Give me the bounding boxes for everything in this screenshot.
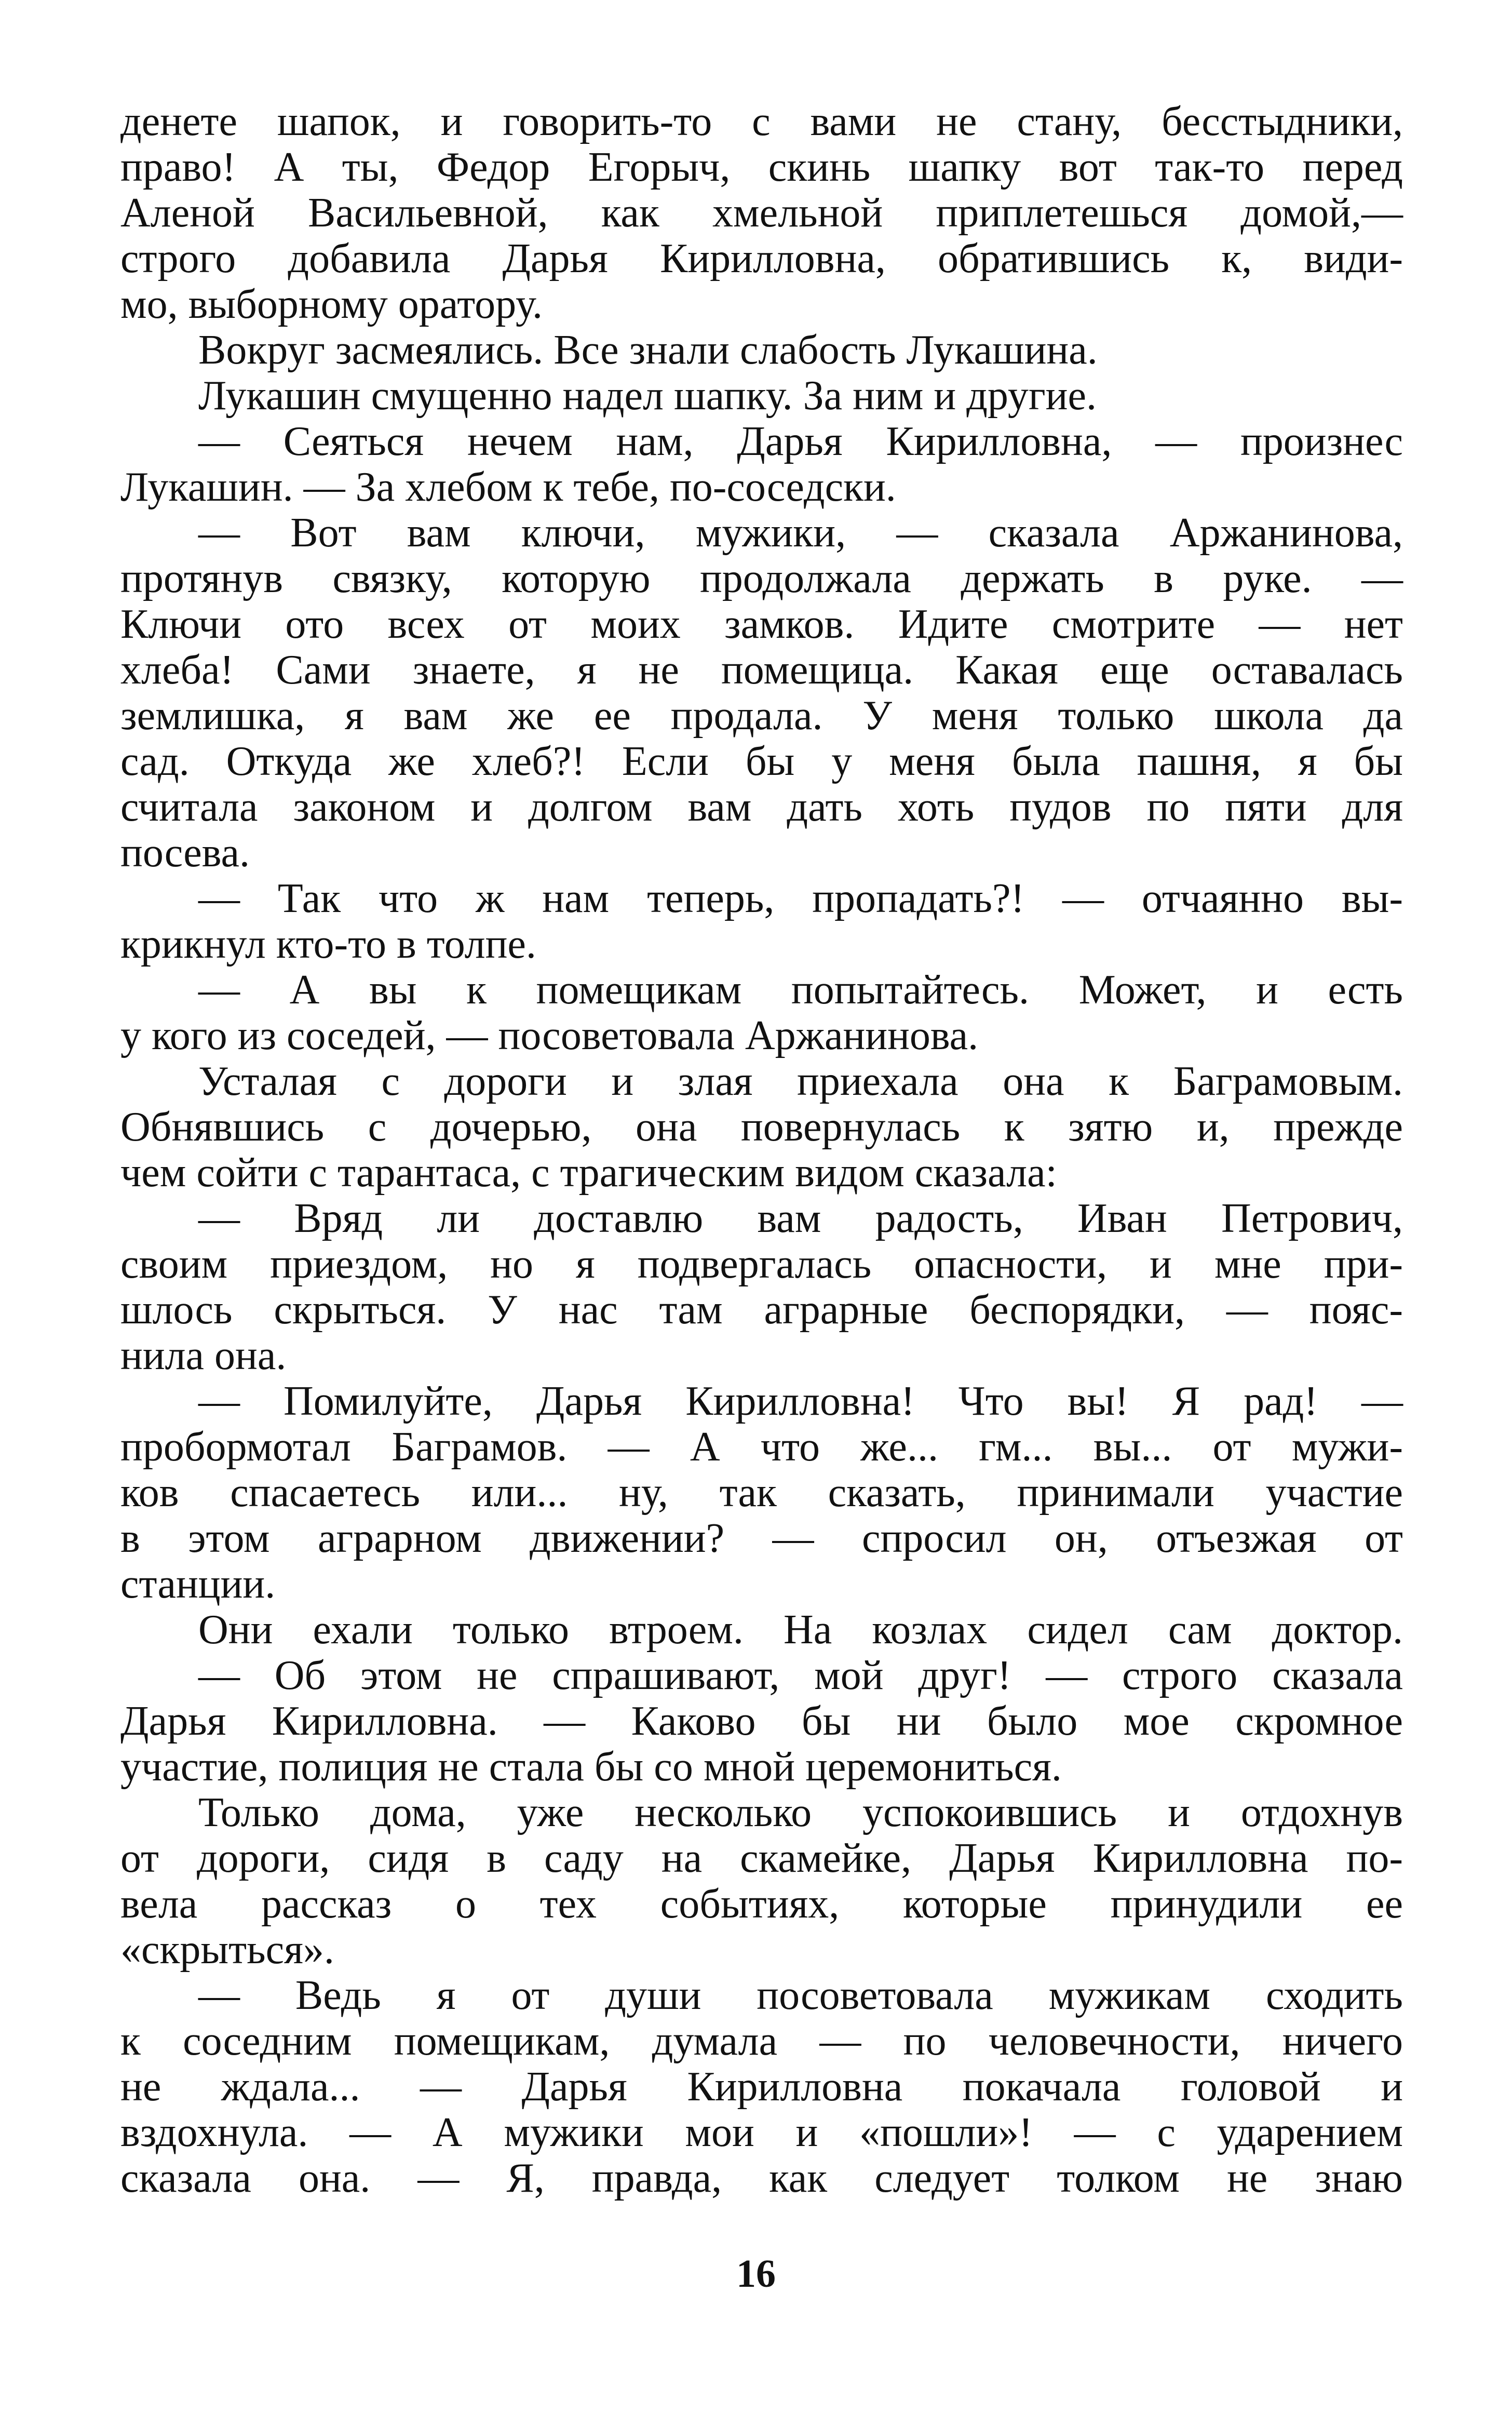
- text-line: шлось скрыться. У нас там аграрные беспорядки, — пояс-: [120, 1287, 1403, 1333]
- text-line: Усталая с дороги и злая приехала она к Баграмовым.: [198, 1058, 1403, 1104]
- text-line: — Вот вам ключи, мужики, — сказала Аржанинова,: [198, 510, 1403, 556]
- text-line: Обнявшись с дочерью, она повернулась к зятю и, прежде: [120, 1104, 1403, 1150]
- text-line: не ждала... — Дарья Кирилловна покачала головой и: [120, 2064, 1403, 2110]
- text-line: у кого из соседей, — посоветовала Аржанинова.: [120, 1013, 979, 1058]
- text-line: Лукашин смущенно надел шапку. За ним и другие.: [198, 373, 1097, 419]
- text-line: пробормотал Баграмов. — А что же... гм... вы... от мужи-: [120, 1424, 1403, 1470]
- text-line: — Об этом не спрашивают, мой друг! — строго сказала: [198, 1653, 1403, 1698]
- text-line: считала законом и долгом вам дать хоть пудов по пяти для: [120, 784, 1403, 830]
- text-line: ков спасаетесь или... ну, так сказать, принимали участие: [120, 1470, 1403, 1516]
- text-line: Вокруг засмеялись. Все знали слабость Лукашина.: [198, 327, 1098, 373]
- text-line: к соседним помещикам, думала — по человечности, ничего: [120, 2018, 1403, 2064]
- text-line: станции.: [120, 1561, 276, 1607]
- text-line: право! А ты, Федор Егорыч, скинь шапку вот так-то перед: [120, 144, 1403, 190]
- text-line: Только дома, уже несколько успокоившись и отдохнув: [198, 1790, 1403, 1835]
- text-line: протянув связку, которую продолжала держать в руке. —: [120, 556, 1403, 601]
- text-line: мо, выборному оратору.: [120, 281, 543, 327]
- text-line: — Так что ж нам теперь, пропадать?! — отчаянно вы-: [198, 876, 1403, 921]
- text-line: — Помилуйте, Дарья Кирилловна! Что вы! Я рад! —: [198, 1378, 1403, 1424]
- text-line: землишка, я вам же ее продала. У меня только школа да: [120, 693, 1403, 739]
- text-line: Они ехали только втроем. На козлах сидел сам доктор.: [198, 1607, 1403, 1653]
- text-line: участие, полиция не стала бы со мной церемониться.: [120, 1744, 1062, 1790]
- text-line: Ключи ото всех от моих замков. Идите смотрите — нет: [120, 601, 1403, 647]
- page-number: 16: [736, 2252, 776, 2296]
- page-body-text: [120, 99, 1403, 2201]
- text-line: денете шапок, и говорить-то с вами не стану, бесстыдники,: [120, 99, 1403, 144]
- text-line: посева.: [120, 830, 250, 876]
- text-line: Лукашин. — За хлебом к тебе, по-соседски.: [120, 464, 896, 510]
- text-line: строго добавила Дарья Кирилловна, обратившись к, види-: [120, 236, 1403, 281]
- text-line: крикнул кто-то в толпе.: [120, 921, 536, 967]
- text-line: в этом аграрном движении? — спросил он, отъезжая от: [120, 1516, 1403, 1561]
- text-line: от дороги, сидя в саду на скамейке, Дарья Кирилловна по-: [120, 1835, 1403, 1881]
- text-line: нила она.: [120, 1333, 287, 1378]
- text-line: — Вряд ли доставлю вам радость, Иван Петрович,: [198, 1196, 1403, 1241]
- text-line: своим приездом, но я подвергалась опасности, и мне при-: [120, 1241, 1403, 1287]
- text-line: вела рассказ о тех событиях, которые принудили ее: [120, 1881, 1403, 1927]
- text-line: — А вы к помещикам попытайтесь. Может, и есть: [198, 967, 1403, 1013]
- text-line: «скрыться».: [120, 1927, 334, 1973]
- text-line: Дарья Кирилловна. — Каково бы ни было мое скромное: [120, 1698, 1403, 1744]
- text-line: хлеба! Сами знаете, я не помещица. Какая еще оставалась: [120, 647, 1403, 693]
- text-line: — Сеяться нечем нам, Дарья Кирилловна, — произнес: [198, 419, 1403, 464]
- text-line: чем сойти с тарантаса, с трагическим видом сказала:: [120, 1150, 1057, 1196]
- text-line: вздохнула. — А мужики мои и «пошли»! — с ударением: [120, 2110, 1403, 2155]
- text-line: сад. Откуда же хлеб?! Если бы у меня была пашня, я бы: [120, 739, 1403, 784]
- text-line: сказала она. — Я, правда, как следует толком не знаю: [120, 2155, 1403, 2201]
- text-line: Аленой Васильевной, как хмельной приплетешься домой,—: [120, 190, 1403, 236]
- text-line: — Ведь я от души посоветовала мужикам сходить: [198, 1973, 1403, 2018]
